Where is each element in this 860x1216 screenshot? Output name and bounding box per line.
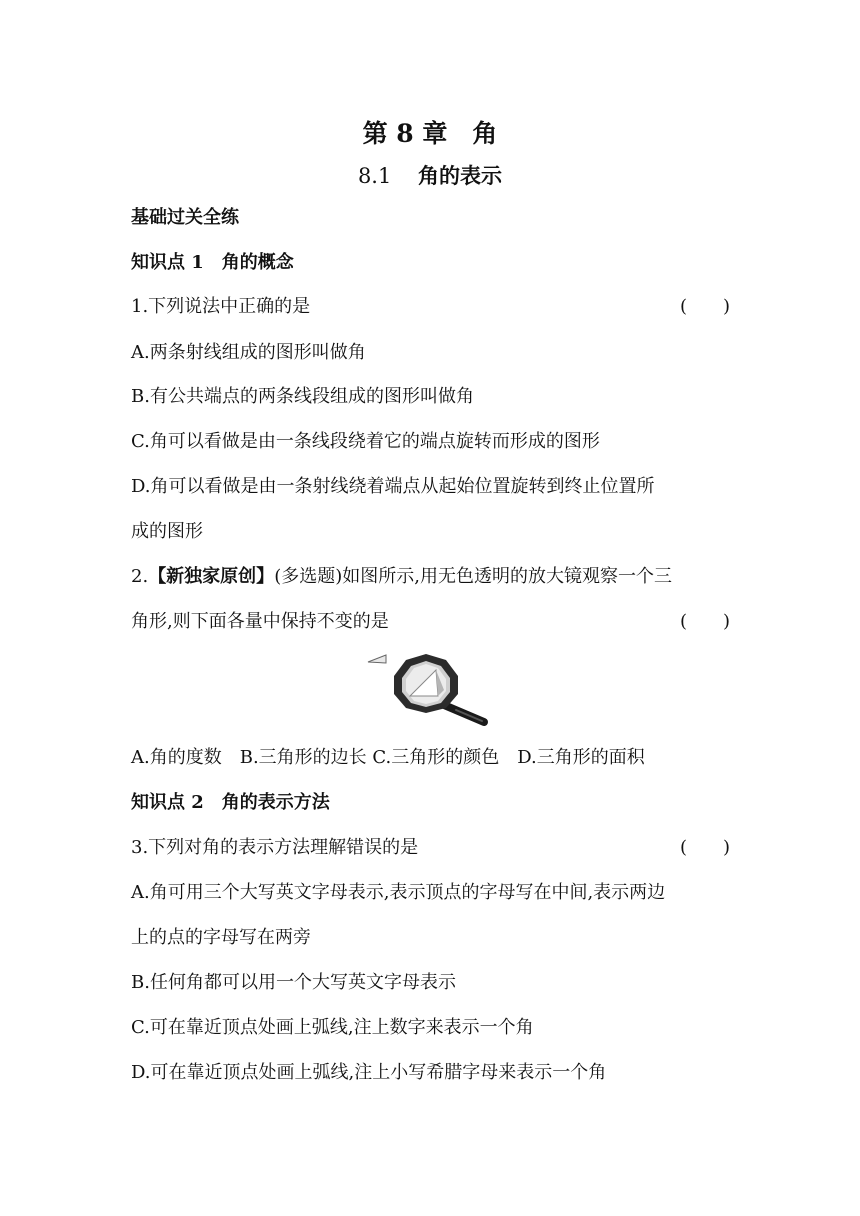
q1-answer-paren: ( ) <box>680 296 731 317</box>
q3-option-d: D.可在靠近顶点处画上弧线,注上小写希腊字母来表示一个角 <box>131 1062 607 1083</box>
q2-number: 2. <box>131 566 149 587</box>
q1-option-a: A.两条射线组成的图形叫做角 <box>131 342 366 363</box>
q3-option-a-cont: 上的点的字母写在两旁 <box>131 927 311 948</box>
practice-title: 基础过关全练 <box>131 207 239 228</box>
q1-option-d-cont: 成的图形 <box>131 521 203 542</box>
q2-stem-1: (多选题)如图所示,用无色透明的放大镜观察一个三 <box>274 566 672 587</box>
q3-stem: 3.下列对角的表示方法理解错误的是 <box>131 837 419 858</box>
section-number: 8.1 <box>357 164 392 188</box>
q1-option-c: C.角可以看做是由一条线段绕着它的端点旋转而形成的图形 <box>131 431 600 452</box>
q2-tag: 【新独家原创】 <box>148 566 275 587</box>
q1-option-d: D.角可以看做是由一条射线绕着端点从起始位置旋转到终止位置所 <box>131 476 655 497</box>
magnifying-glass-icon <box>366 650 492 730</box>
section-title: 角的表示 <box>418 163 503 188</box>
q1-stem: 1.下列说法中正确的是 <box>131 296 311 317</box>
q3-answer-paren: ( ) <box>680 837 731 858</box>
q2-options: A.角的度数 B.三角形的边长 C.三角形的颜色 D.三角形的面积 <box>131 747 645 768</box>
q2-answer-paren: ( ) <box>680 611 731 632</box>
knowledge-point-1: 知识点 1 角的概念 <box>131 252 294 273</box>
q3-option-a: A.角可用三个大写英文字母表示,表示顶点的字母写在中间,表示两边 <box>131 882 666 903</box>
q1-option-b: B.有公共端点的两条线段组成的图形叫做角 <box>131 386 474 407</box>
chapter-title: 第 8 章 角 <box>362 119 498 148</box>
q2-stem-2: 角形,则下面各量中保持不变的是 <box>131 611 389 632</box>
section-heading <box>0 160 860 190</box>
q3-option-b: B.任何角都可以用一个大写英文字母表示 <box>131 972 456 993</box>
q3-option-c: C.可在靠近顶点处画上弧线,注上数字来表示一个角 <box>131 1017 534 1038</box>
q2-line-1 <box>131 564 672 590</box>
knowledge-point-2: 知识点 2 角的表示方法 <box>131 792 330 813</box>
